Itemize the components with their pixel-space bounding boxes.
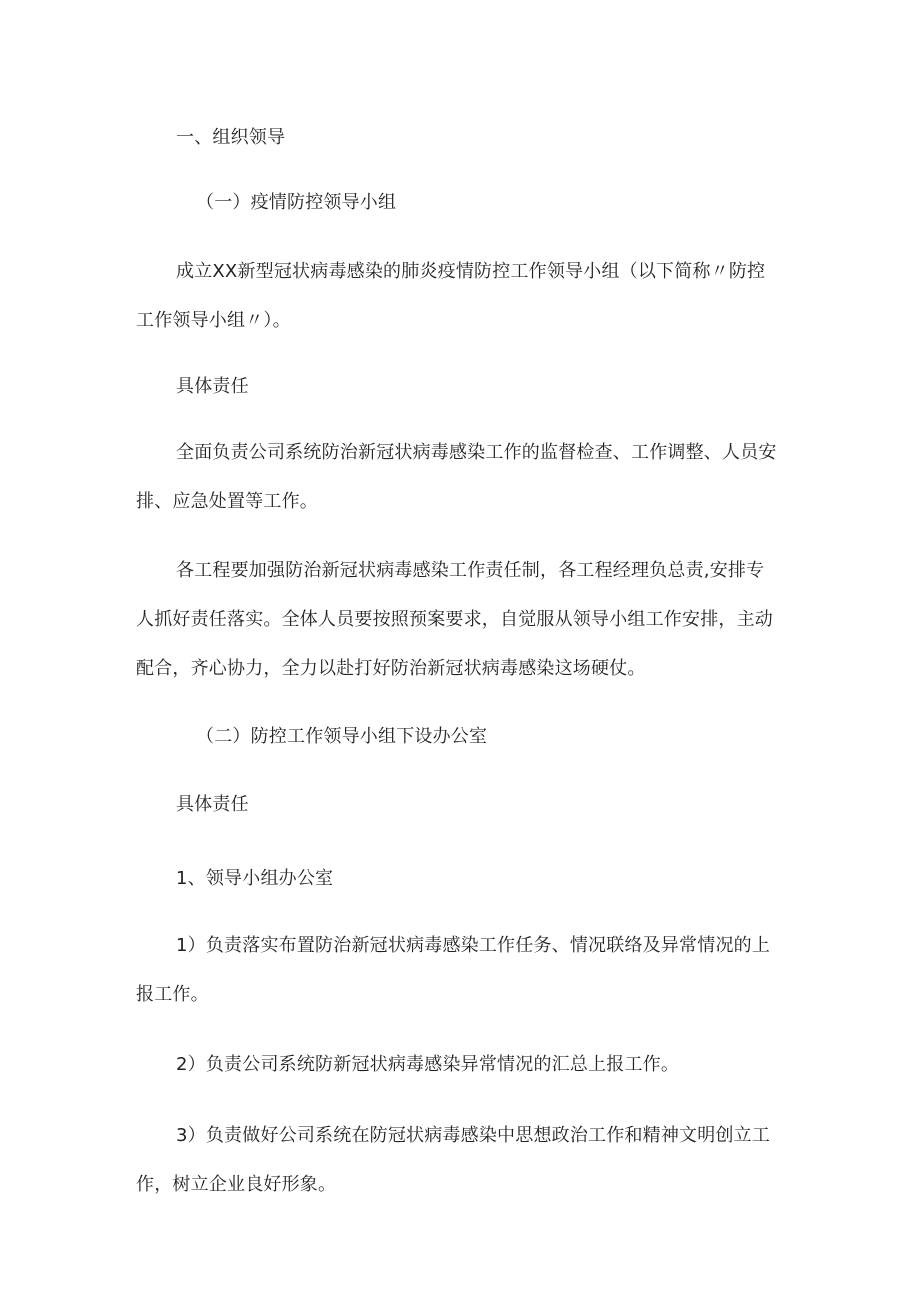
paragraph-line: 配合，齐心协力，全力以赴打好防治新冠状病毒感染这场硬仗。	[136, 658, 646, 679]
paragraph-line: 全面负责公司系统防治新冠状病毒感染工作的监督检查、工作调整、人员安	[176, 442, 777, 463]
list-item-line: 报工作。	[136, 984, 209, 1005]
paragraph-line: 工作领导小组〃）。	[136, 310, 291, 331]
list-item-line: 2）负责公司系统防新冠状病毒感染异常情况的汇总上报工作。	[176, 1054, 680, 1075]
paragraph-line: 人抓好责任落实。全体人员要按照预案要求，自觉服从领导小组工作安排，主动	[136, 609, 773, 630]
list-item-title: 1、领导小组办公室	[176, 868, 334, 889]
responsibility-label: 具体责任	[176, 794, 249, 815]
list-item-line: 1）负责落实布置防治新冠状病毒感染工作任务、情况联络及异常情况的上	[176, 935, 771, 956]
paragraph-line: 各工程要加强防治新冠状病毒感染工作责任制，各工程经理负总责,安排专	[176, 560, 765, 581]
section-heading: 一、组织领导	[176, 127, 286, 148]
paragraph-line: 成立XX新型冠状病毒感染的肺炎疫情防控工作领导小组（以下简称〃防控	[176, 261, 766, 282]
responsibility-label: 具体责任	[176, 376, 249, 397]
paragraph-line: 排、应急处置等工作。	[136, 491, 318, 512]
list-item-line: 作，树立企业良好形象。	[136, 1174, 337, 1195]
subsection-heading: （二）防控工作领导小组下设办公室	[196, 726, 488, 747]
subsection-heading: （一）疫情防控领导小组	[196, 192, 397, 213]
list-item-line: 3）负责做好公司系统在防冠状病毒感染中思想政治工作和精神文明创立工	[176, 1125, 771, 1146]
